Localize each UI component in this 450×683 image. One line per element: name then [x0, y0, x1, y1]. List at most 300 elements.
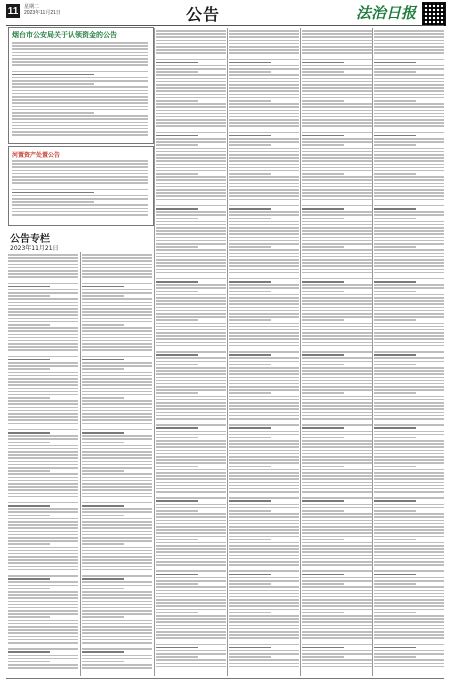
text-line: [8, 601, 78, 603]
text-line: [374, 294, 444, 296]
text-line: [302, 650, 372, 652]
text-line: [302, 173, 344, 175]
text-line: [302, 593, 372, 595]
text-line: [374, 545, 444, 547]
text-line: [82, 655, 152, 657]
text-line: [229, 434, 299, 436]
text-line: [82, 321, 152, 323]
text-line: [156, 440, 226, 442]
text-line: [82, 267, 152, 269]
text-line: [82, 292, 152, 294]
text-line: [302, 516, 372, 518]
text-line: [374, 618, 444, 620]
text-line: [374, 621, 444, 623]
text-line: [302, 94, 372, 96]
text-line: [82, 378, 152, 380]
text-line: [302, 176, 372, 178]
text-line: [82, 658, 152, 660]
text-line: [229, 33, 299, 35]
text-column-2: [82, 254, 152, 670]
text-line: [229, 269, 299, 271]
text-line: [229, 233, 299, 235]
text-line: [229, 482, 299, 484]
text-line: [302, 615, 372, 617]
text-line: [156, 243, 226, 245]
text-line: [156, 478, 226, 480]
text-line: [82, 454, 152, 456]
text-line: [8, 454, 78, 456]
text-line: [374, 313, 444, 315]
text-line: [374, 164, 444, 166]
notice-heading-line: [302, 500, 344, 502]
text-line: [374, 287, 444, 289]
text-line: [229, 389, 299, 391]
notice-heading-line: [229, 574, 271, 576]
notice-heading-line: [156, 62, 198, 64]
text-line: [229, 116, 299, 118]
text-line: [8, 394, 78, 396]
text-line: [374, 97, 444, 99]
text-line: [156, 119, 226, 121]
text-line: [229, 205, 299, 207]
text-line: [302, 583, 344, 585]
text-line: [156, 424, 226, 426]
text-line: [156, 536, 226, 538]
text-line: [229, 402, 299, 404]
text-line: [156, 106, 226, 108]
text-line: [229, 507, 299, 509]
text-line: [374, 637, 444, 639]
notice-heading-line: [374, 427, 416, 429]
text-line: [8, 620, 78, 622]
text-line: [12, 173, 148, 175]
text-line: [229, 478, 299, 480]
text-line: [156, 507, 226, 509]
notice-heading-line: [82, 651, 124, 653]
text-line: [302, 644, 372, 646]
main-notice-title: 烟台市公安局关于认领资金的公告: [12, 31, 117, 39]
text-line: [302, 418, 372, 420]
text-line: [229, 491, 299, 493]
notice-heading-line: [374, 500, 416, 502]
text-line: [82, 543, 124, 545]
text-line: [8, 502, 78, 504]
text-line: [12, 112, 94, 114]
text-line: [229, 230, 299, 232]
text-line: [374, 218, 416, 220]
text-line: [302, 113, 372, 115]
text-line: [374, 173, 416, 175]
text-line: [374, 466, 416, 468]
text-line: [229, 313, 299, 315]
text-line: [374, 46, 444, 48]
text-line: [229, 183, 299, 185]
text-line: [302, 367, 372, 369]
text-line: [156, 116, 226, 118]
text-line: [302, 214, 372, 216]
text-line: [156, 164, 226, 166]
text-line: [229, 558, 299, 560]
column-title: 公告专栏: [10, 234, 50, 245]
text-line: [8, 276, 78, 278]
text-line: [156, 663, 226, 665]
text-line: [374, 605, 444, 607]
text-line: [8, 607, 78, 609]
text-line: [229, 446, 299, 448]
text-line: [374, 526, 444, 528]
text-line: [156, 84, 226, 86]
text-line: [374, 310, 444, 312]
text-line: [374, 74, 444, 76]
text-line: [156, 609, 226, 611]
text-line: [156, 596, 226, 598]
text-line: [156, 634, 226, 636]
text-line: [8, 521, 78, 523]
text-line: [8, 356, 78, 358]
text-line: [8, 575, 78, 577]
text-line: [12, 160, 148, 162]
text-line: [82, 400, 152, 402]
notice-heading-line: [8, 578, 50, 580]
text-line: [302, 46, 372, 48]
text-line: [8, 270, 78, 272]
text-line: [374, 392, 416, 394]
text-line: [82, 601, 152, 603]
text-line: [156, 599, 226, 601]
text-line: [156, 40, 226, 42]
text-line: [12, 134, 148, 136]
text-line: [229, 332, 299, 334]
text-line: [302, 287, 372, 289]
text-line: [302, 103, 372, 105]
text-line: [12, 109, 148, 111]
text-line: [82, 470, 124, 472]
text-line: [82, 626, 152, 628]
text-line: [156, 240, 226, 242]
text-line: [302, 294, 372, 296]
text-line: [302, 618, 372, 620]
text-line: [229, 345, 299, 347]
text-line: [8, 661, 50, 663]
text-line: [302, 157, 372, 159]
text-line: [12, 122, 148, 124]
text-line: [302, 30, 372, 32]
text-line: [374, 316, 444, 318]
text-line: [8, 324, 50, 326]
text-line: [156, 154, 226, 156]
text-line: [156, 389, 226, 391]
text-line: [8, 349, 78, 351]
text-line: [302, 243, 372, 245]
text-line: [12, 48, 148, 50]
text-line: [229, 599, 299, 601]
text-line: [82, 477, 152, 479]
text-line: [229, 596, 299, 598]
notice-heading-line: [302, 427, 344, 429]
text-line: [302, 462, 372, 464]
text-line: [8, 410, 78, 412]
notice-heading-line: [12, 192, 94, 194]
text-line: [229, 545, 299, 547]
text-line: [374, 65, 444, 67]
text-line: [302, 437, 344, 439]
text-line: [302, 246, 344, 248]
text-line: [8, 438, 78, 440]
text-line: [156, 605, 226, 607]
text-line: [302, 434, 372, 436]
text-line: [156, 392, 198, 394]
text-line: [12, 102, 148, 104]
text-line: [82, 642, 152, 644]
text-line: [12, 176, 148, 178]
text-line: [8, 534, 78, 536]
text-line: [302, 453, 372, 455]
text-line: [229, 539, 271, 541]
text-line: [8, 550, 78, 552]
notice-heading-line: [374, 281, 416, 283]
text-line: [156, 612, 198, 614]
text-line: [156, 551, 226, 553]
text-line: [156, 555, 226, 557]
text-line: [302, 265, 372, 267]
text-line: [156, 329, 226, 331]
text-line: [8, 496, 78, 498]
text-line: [156, 199, 226, 201]
text-line: [8, 664, 78, 666]
text-line: [374, 278, 444, 280]
text-line: [229, 103, 299, 105]
text-line: [229, 618, 299, 620]
text-line: [302, 68, 372, 70]
text-line: [302, 319, 344, 321]
text-line: [156, 316, 226, 318]
text-line: [374, 450, 444, 452]
text-line: [8, 442, 50, 444]
text-line: [374, 437, 416, 439]
text-line: [229, 78, 299, 80]
text-line: [8, 314, 78, 316]
text-line: [374, 36, 444, 38]
notice-heading-line: [302, 574, 344, 576]
text-line: [302, 233, 372, 235]
text-line: [82, 575, 152, 577]
text-line: [82, 324, 124, 326]
text-line: [156, 466, 198, 468]
text-line: [8, 337, 78, 339]
text-line: [156, 87, 226, 89]
notice-heading-line: [156, 647, 198, 649]
text-line: [229, 167, 299, 169]
text-line: [374, 650, 444, 652]
text-line: [12, 52, 148, 54]
text-line: [82, 423, 152, 425]
text-line: [156, 564, 226, 566]
text-line: [302, 97, 372, 99]
text-line: [229, 615, 299, 617]
text-line: [229, 450, 299, 452]
text-line: [302, 586, 372, 588]
text-line: [374, 383, 444, 385]
text-line: [156, 265, 226, 267]
text-line: [156, 43, 226, 45]
text-line: [229, 424, 299, 426]
text-line: [8, 470, 50, 472]
text-line: [302, 148, 372, 150]
text-line: [374, 179, 444, 181]
text-line: [302, 303, 372, 305]
text-line: [8, 451, 78, 453]
text-line: [302, 412, 372, 414]
text-line: [8, 464, 78, 466]
text-line: [302, 125, 372, 127]
text-line: [374, 364, 416, 366]
text-line: [374, 319, 416, 321]
text-line: [374, 631, 444, 633]
text-line: [374, 237, 444, 239]
text-line: [374, 542, 444, 544]
text-line: [156, 342, 226, 344]
text-line: [156, 313, 226, 315]
text-line: [156, 516, 226, 518]
column-date: 2023年11月21日: [10, 245, 59, 252]
text-line: [229, 370, 299, 372]
text-line: [12, 77, 148, 79]
text-line: [12, 58, 148, 60]
text-line: [229, 176, 299, 178]
text-line: [302, 291, 344, 293]
text-line: [82, 429, 152, 431]
text-line: [229, 256, 299, 258]
text-line: [229, 144, 271, 146]
text-line: [82, 610, 152, 612]
text-line: [374, 144, 416, 146]
text-line: [12, 179, 148, 181]
text-line: [374, 170, 444, 172]
text-line: [8, 566, 78, 568]
text-line: [12, 93, 148, 95]
text-line: [82, 302, 152, 304]
text-line: [156, 319, 198, 321]
text-line: [8, 594, 78, 596]
text-line: [229, 405, 299, 407]
text-line: [374, 548, 444, 550]
text-line: [374, 551, 444, 553]
text-line: [156, 529, 226, 531]
text-line: [156, 33, 226, 35]
notice-heading-line: [229, 281, 271, 283]
text-line: [374, 100, 416, 102]
text-line: [229, 351, 299, 353]
text-line: [374, 40, 444, 42]
text-line: [302, 526, 372, 528]
text-line: [302, 84, 372, 86]
text-line: [156, 523, 226, 525]
text-line: [229, 440, 299, 442]
text-line: [8, 330, 78, 332]
text-line: [374, 119, 444, 121]
text-line: [229, 373, 299, 375]
text-line: [156, 532, 226, 534]
text-line: [229, 551, 299, 553]
text-line: [8, 518, 78, 520]
text-line: [82, 588, 124, 590]
text-line: [374, 558, 444, 560]
text-line: [156, 602, 226, 604]
text-line: [229, 577, 299, 579]
text-line: [302, 446, 372, 448]
text-line: [229, 173, 271, 175]
text-line: [302, 205, 372, 207]
text-line: [82, 413, 152, 415]
text-line: [302, 110, 372, 112]
text-line: [12, 45, 148, 47]
notice-heading-line: [8, 432, 50, 434]
text-line: [156, 469, 226, 471]
text-line: [156, 52, 226, 54]
text-line: [229, 408, 299, 410]
text-line: [229, 605, 299, 607]
text-line: [374, 323, 444, 325]
text-line: [156, 437, 198, 439]
text-line: [229, 240, 299, 242]
text-line: [156, 65, 226, 67]
text-line: [8, 264, 78, 266]
text-line: [8, 613, 78, 615]
text-line: [156, 186, 226, 188]
text-line: [156, 593, 226, 595]
text-line: [374, 224, 444, 226]
notice-heading-line: [229, 500, 271, 502]
text-line: [8, 553, 78, 555]
text-line: [374, 440, 444, 442]
section-title: 公告: [186, 5, 221, 24]
text-line: [229, 663, 299, 665]
text-line: [229, 316, 299, 318]
text-line: [229, 590, 299, 592]
text-line: [302, 520, 372, 522]
text-line: [229, 469, 299, 471]
text-line: [302, 478, 372, 480]
text-line: [82, 384, 152, 386]
text-line: [374, 81, 444, 83]
text-line: [12, 83, 94, 85]
text-line: [374, 529, 444, 531]
notice-heading-line: [374, 62, 416, 64]
text-line: [82, 394, 152, 396]
text-line: [229, 323, 299, 325]
text-line: [302, 43, 372, 45]
text-line: [12, 115, 148, 117]
text-line: [156, 577, 226, 579]
text-line: [156, 618, 226, 620]
text-line: [156, 666, 226, 668]
text-line: [374, 157, 444, 159]
text-line: [374, 609, 444, 611]
text-line: [374, 338, 444, 340]
text-line: [8, 597, 78, 599]
text-line: [374, 106, 444, 108]
text-line: [302, 183, 372, 185]
text-line: [82, 566, 152, 568]
text-line: [229, 377, 299, 379]
text-line: [302, 377, 372, 379]
text-line: [156, 367, 226, 369]
text-line: [229, 437, 271, 439]
text-line: [374, 532, 444, 534]
text-line: [8, 591, 78, 593]
text-line: [302, 637, 372, 639]
text-line: [8, 318, 78, 320]
